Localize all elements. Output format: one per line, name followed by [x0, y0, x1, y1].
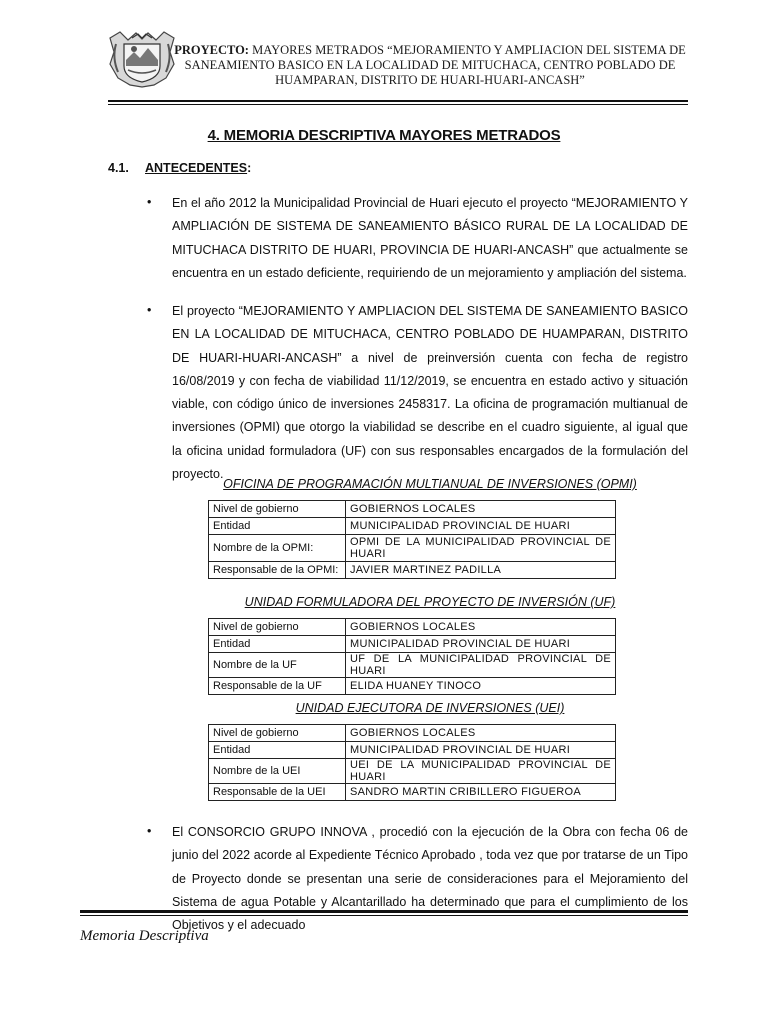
- table-row: [209, 518, 616, 535]
- header-rule-thick: [108, 100, 688, 102]
- opmi-table: [208, 500, 616, 579]
- section-heading: [108, 161, 251, 175]
- bullet-point: •: [147, 824, 152, 838]
- project-label: PROYECTO:: [174, 43, 249, 57]
- table-row: [209, 501, 616, 518]
- uf-table: [208, 618, 616, 695]
- table-cell-key: Responsable de la OPMI:: [209, 562, 346, 579]
- paragraph: En el año 2012 la Municipalidad Provincial de Huari ejecuto el proyecto “MEJORAMIENTO Y AMPLIACIÓN DE SISTEMA DE SANEAMIENTO BÁSICO RURAL DE LA LOCALIDAD DE MITUCHACA DISTRITO DE HUARI, PROVINCIA DE HUARI-ANCASH” que actualmente se encuentra en un estado deficiente, requiriendo de un mejoramiento y ampliación del sistema.: [172, 196, 688, 280]
- table-row: [209, 784, 616, 801]
- section-title: ANTECEDENTES: [145, 161, 248, 175]
- table-cell-key: Nombre de la OPMI:: [209, 535, 346, 562]
- section-number: 4.1.: [108, 161, 129, 175]
- bullet-point: •: [147, 195, 152, 209]
- table-row: [209, 653, 616, 678]
- bullet-point: •: [147, 303, 152, 317]
- header-rule-thin: [108, 104, 688, 105]
- table-cell-value: UEI DE LA MUNICIPALIDAD PROVINCIAL DE HUARI: [346, 759, 616, 784]
- footer-rule-thick: [80, 910, 688, 913]
- table-cell-value: GOBIERNOS LOCALES: [346, 725, 616, 742]
- section-suffix: :: [247, 161, 252, 175]
- project-header-text: [172, 43, 688, 88]
- table-cell-key: Nivel de gobierno: [209, 501, 346, 518]
- paragraph: El CONSORCIO GRUPO INNOVA , procedió con la ejecución de la Obra con fecha 06 de junio del 2022 acorde al Expediente Técnico Aprobado , toda vez que por tratarse de un Tipo de Proyecto donde se presentan una serie de consideraciones para el Mejoramiento del Sistema de agua Potable y Alcantarillado ha determinado que para el cumplimiento de los Objetivos y el adecuado: [172, 825, 688, 933]
- table-row: [209, 562, 616, 579]
- table-cell-value: ELIDA HUANEY TINOCO: [346, 678, 616, 695]
- table-cell-key: Entidad: [209, 742, 346, 759]
- table-cell-value: UF DE LA MUNICIPALIDAD PROVINCIAL DE HUARI: [346, 653, 616, 678]
- table-cell-key: Entidad: [209, 518, 346, 535]
- table-cell-value: MUNICIPALIDAD PROVINCIAL DE HUARI: [346, 742, 616, 759]
- footer-label: Memoria Descriptiva: [80, 928, 209, 944]
- table-cell-value: GOBIERNOS LOCALES: [346, 501, 616, 518]
- table-cell-value: MUNICIPALIDAD PROVINCIAL DE HUARI: [346, 518, 616, 535]
- table-row: [209, 535, 616, 562]
- table-cell-key: Responsable de la UEI: [209, 784, 346, 801]
- uei-table: [208, 724, 616, 801]
- table-cell-key: Entidad: [209, 636, 346, 653]
- municipal-crest-logo: [108, 30, 176, 88]
- table-row: [209, 759, 616, 784]
- table-cell-value: MUNICIPALIDAD PROVINCIAL DE HUARI: [346, 636, 616, 653]
- paragraph: El proyecto “MEJORAMIENTO Y AMPLIACION DEL SISTEMA DE SANEAMIENTO BASICO EN LA LOCALIDAD DE MITUCHACA, CENTRO POBLADO DE HUAMPARAN, DISTRITO DE HUARI-HUARI-ANCASH” a nivel de preinversión cuenta con fecha de registro 16/08/2019 y con fecha de viabilidad 11/12/2019, se encuentra en estado activo y situación viable, con código único de inversiones 2458317. La oficina de programación multianual de inversiones (OPMI) que otorgo la viabilidad se describe en el cuadro siguiente, al igual que la oficina unidad formuladora (UF) con sus responsables encargados de la formulación del proyecto.: [172, 304, 688, 482]
- table-cell-key: Nombre de la UF: [209, 653, 346, 678]
- table-row: [209, 742, 616, 759]
- table-cell-value: OPMI DE LA MUNICIPALIDAD PROVINCIAL DE HUARI: [346, 535, 616, 562]
- chapter-title: 4. MEMORIA DESCRIPTIVA MAYORES METRADOS: [207, 127, 561, 144]
- table-cell-value: JAVIER MARTINEZ PADILLA: [346, 562, 616, 579]
- table-cell-key: Responsable de la UF: [209, 678, 346, 695]
- table-cell-key: Nombre de la UEI: [209, 759, 346, 784]
- table-row: [209, 725, 616, 742]
- table-cell-key: Nivel de gobierno: [209, 725, 346, 742]
- table-row: [209, 619, 616, 636]
- table-caption-uei: UNIDAD EJECUTORA DE INVERSIONES (UEI): [295, 701, 565, 715]
- footer-rule-thin: [80, 915, 688, 916]
- page-header: [108, 30, 688, 100]
- table-cell-value: GOBIERNOS LOCALES: [346, 619, 616, 636]
- table-caption-uf: UNIDAD FORMULADORA DEL PROYECTO DE INVERSIÓN (UF): [244, 595, 616, 609]
- table-row: [209, 636, 616, 653]
- table-cell-key: Nivel de gobierno: [209, 619, 346, 636]
- table-caption-opmi: OFICINA DE PROGRAMACIÓN MULTIANUAL DE INVERSIONES (OPMI): [223, 477, 637, 491]
- project-name: MAYORES METRADOS “MEJORAMIENTO Y AMPLIACION DEL SISTEMA DE SANEAMIENTO BASICO EN LA LOCALIDAD DE MITUCHACA, CENTRO POBLADO DE HUAMPARAN, DISTRITO DE HUARI-HUARI-ANCASH”: [184, 43, 686, 87]
- table-cell-value: SANDRO MARTIN CRIBILLERO FIGUEROA: [346, 784, 616, 801]
- table-row: [209, 678, 616, 695]
